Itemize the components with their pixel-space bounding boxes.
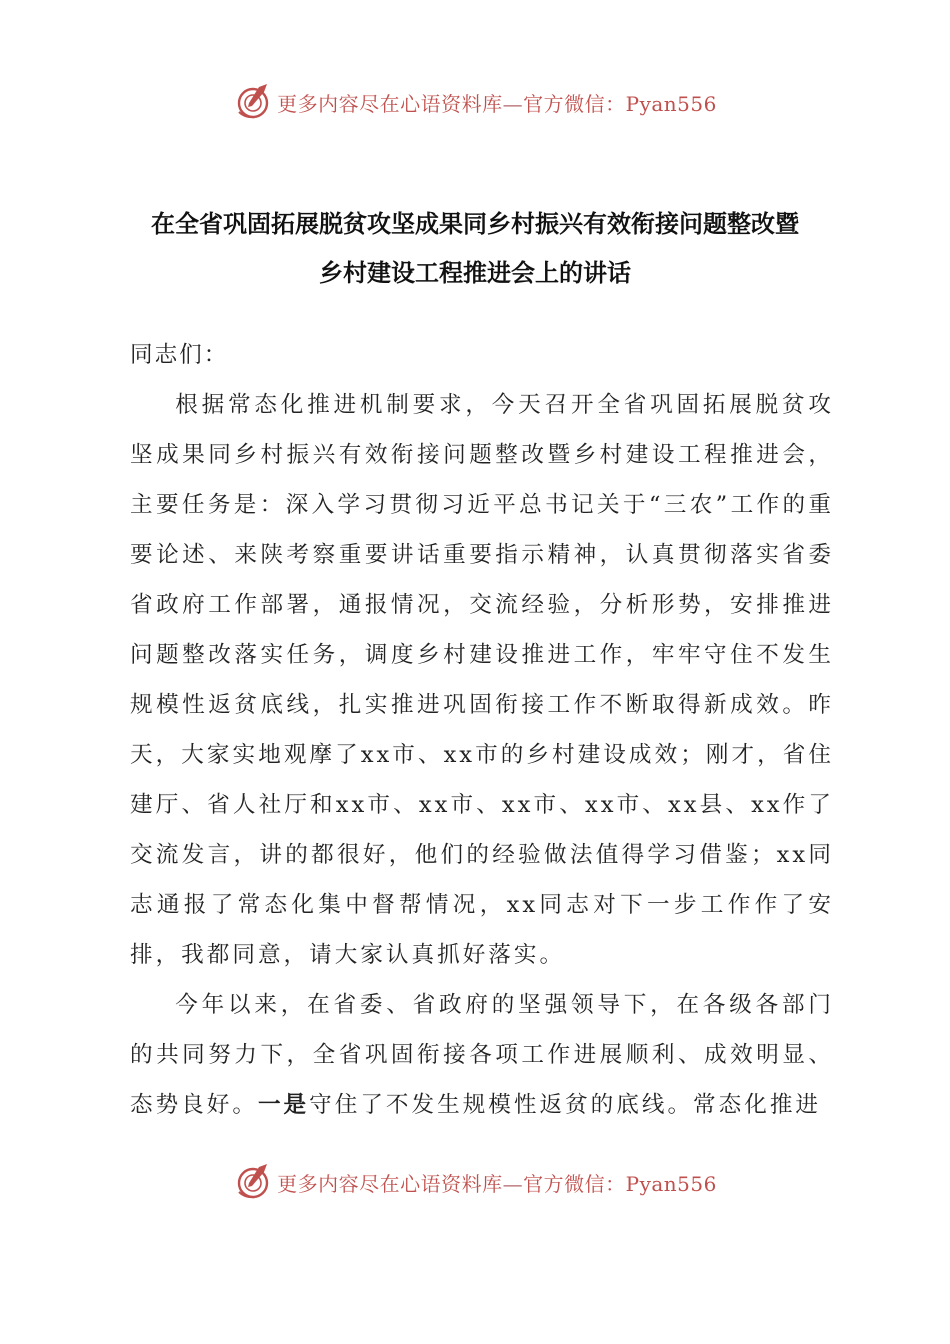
document-title-line-1: 在全省巩固拓展脱贫攻坚成果同乡村振兴有效衔接问题整改暨 bbox=[151, 210, 799, 238]
banner-dash: — bbox=[502, 91, 524, 116]
pen-logo-icon bbox=[233, 1162, 273, 1202]
pen-logo-icon bbox=[233, 82, 273, 122]
banner-text bbox=[277, 88, 717, 117]
document-title-line-2: 乡村建设工程推进会上的讲话 bbox=[319, 259, 631, 287]
banner-title: 更多内容尽在心语资料库 bbox=[277, 91, 503, 116]
footer-banner-wechat-label: 官方微信： bbox=[523, 1171, 626, 1196]
paragraph-2-tail: 守住了不发生规模性返贫的底线。常态化推进 bbox=[309, 1092, 822, 1118]
footer-banner bbox=[0, 1160, 950, 1204]
footer-banner-title: 更多内容尽在心语资料库 bbox=[277, 1171, 503, 1196]
paragraph-2-bold: 一是 bbox=[257, 1092, 310, 1118]
paragraph-2 bbox=[130, 980, 834, 1130]
paragraph-2-lead: 今年以来，在省委、省政府的坚强领导下，在各级各部门的共同努力下，全省巩固衔接各项工作进展顺利、成效明显、态势良好。 bbox=[130, 992, 834, 1118]
footer-banner-text bbox=[277, 1168, 717, 1197]
banner-wechat-label: 官方微信： bbox=[523, 91, 626, 116]
header-banner bbox=[0, 80, 950, 124]
footer-banner-dash: — bbox=[502, 1171, 524, 1196]
banner-wechat-id: Pyan556 bbox=[625, 91, 717, 116]
footer-banner-wechat-id: Pyan556 bbox=[625, 1171, 717, 1196]
salutation: 同志们： bbox=[130, 342, 229, 368]
document-body bbox=[130, 330, 834, 1130]
paragraph-1: 根据常态化推进机制要求，今天召开全省巩固拓展脱贫攻坚成果同乡村振兴有效衔接问题整改暨乡村建设工程推进会，主要任务是：深入学习贯彻习近平总书记关于“三农”工作的重要论述、来陕考察重要讲话重要指示精神，认真贯彻落实省委省政府工作部署，通报情况，交流经验，分析形势，安排推进问题整改落实任务，调度乡村建设推进工作，牢牢守住不发生规模性返贫底线，扎实推进巩固衔接工作不断取得新成效。昨天，大家实地观摩了xx市、xx市的乡村建设成效；刚才，省住建厅、省人社厅和xx市、xx市、xx市、xx市、xx县、xx作了交流发言，讲的都很好，他们的经验做法值得学习借鉴；xx同志通报了常态化集中督帮情况，xx同志对下一步工作作了安排，我都同意，请大家认真抓好落实。 bbox=[130, 392, 834, 968]
